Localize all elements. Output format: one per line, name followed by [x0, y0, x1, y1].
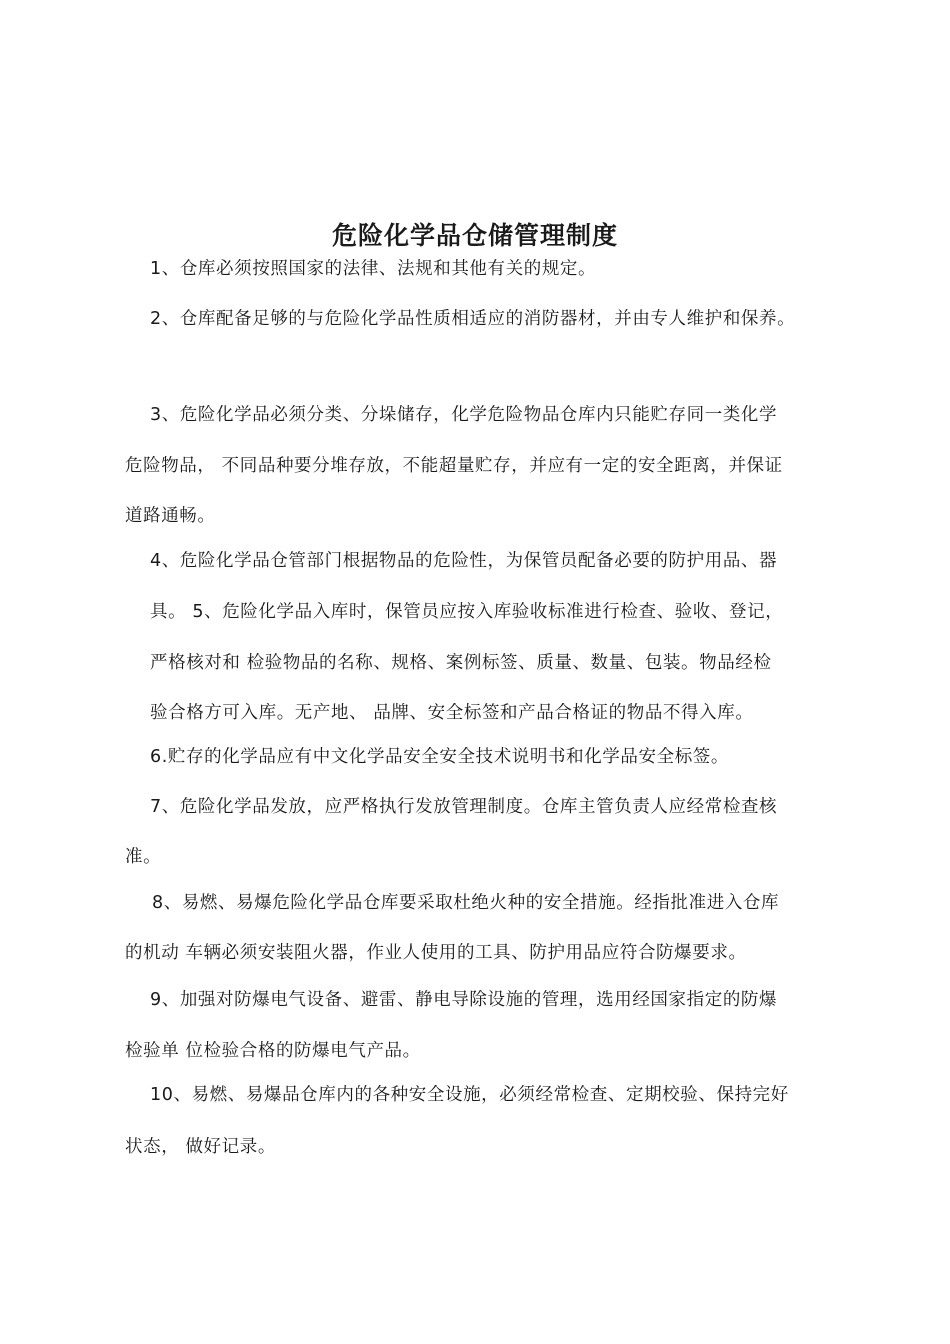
rule-8-line-2: 的机动 车辆必须安装阻火器，作业人使用的工具、防护用品应符合防爆要求。 [125, 943, 747, 963]
rule-4-5-line-2: 具。 5、危险化学品入库时，保管员应按入库验收标准进行检查、验收、登记， [150, 602, 784, 622]
rule-4-line-1: 4、危险化学品仓管部门根据物品的危险性，为保管员配备必要的防护用品、器 [150, 551, 778, 571]
rule-5-line-2: 严格核对和 检验物品的名称、规格、案例标签、质量、数量、包装。物品经检 [150, 653, 772, 673]
document-title: 危险化学品仓储管理制度 [331, 221, 618, 250]
rule-10-line-2: 状态， 做好记录。 [125, 1137, 276, 1157]
rule-10-line-1: 10、易燃、易爆品仓库内的各种安全设施，必须经常检查、定期校验、保持完好 [150, 1085, 789, 1105]
rule-2-line-1: 2、仓库配备足够的与危险化学品性质相适应的消防器材，并由专人维护和保养。 [150, 309, 796, 329]
rule-5-line-3: 验合格方可入库。无产地、 品牌、安全标签和产品合格证的物品不得入库。 [150, 703, 754, 723]
rule-6-line-1: 6.贮存的化学品应有中文化学品安全安全技术说明书和化学品安全标签。 [150, 747, 729, 767]
rule-1-line-1: 1、仓库必须按照国家的法律、法规和其他有关的规定。 [150, 259, 597, 279]
rule-7-line-1: 7、危险化学品发放，应严格执行发放管理制度。仓库主管负责人应经常检查核 [150, 797, 778, 817]
rule-9-line-1: 9、加强对防爆电气设备、避雷、静电导除设施的管理，选用经国家指定的防爆 [150, 990, 778, 1010]
rule-3-line-3: 道路通畅。 [125, 506, 216, 526]
rule-3-line-2: 危险物品， 不同品种要分堆存放，不能超量贮存，并应有一定的安全距离，并保证 [125, 456, 783, 476]
rule-9-line-2: 检验单 位检验合格的防爆电气产品。 [125, 1041, 421, 1061]
rule-8-line-1: 8、易燃、易爆危险化学品仓库要采取杜绝火种的安全措施。经指批准进入仓库 [152, 893, 780, 913]
rule-7-line-2: 准。 [125, 847, 162, 867]
rule-3-line-1: 3、危险化学品必须分类、分垛储存，化学危险物品仓库内只能贮存同一类化学 [150, 405, 778, 425]
